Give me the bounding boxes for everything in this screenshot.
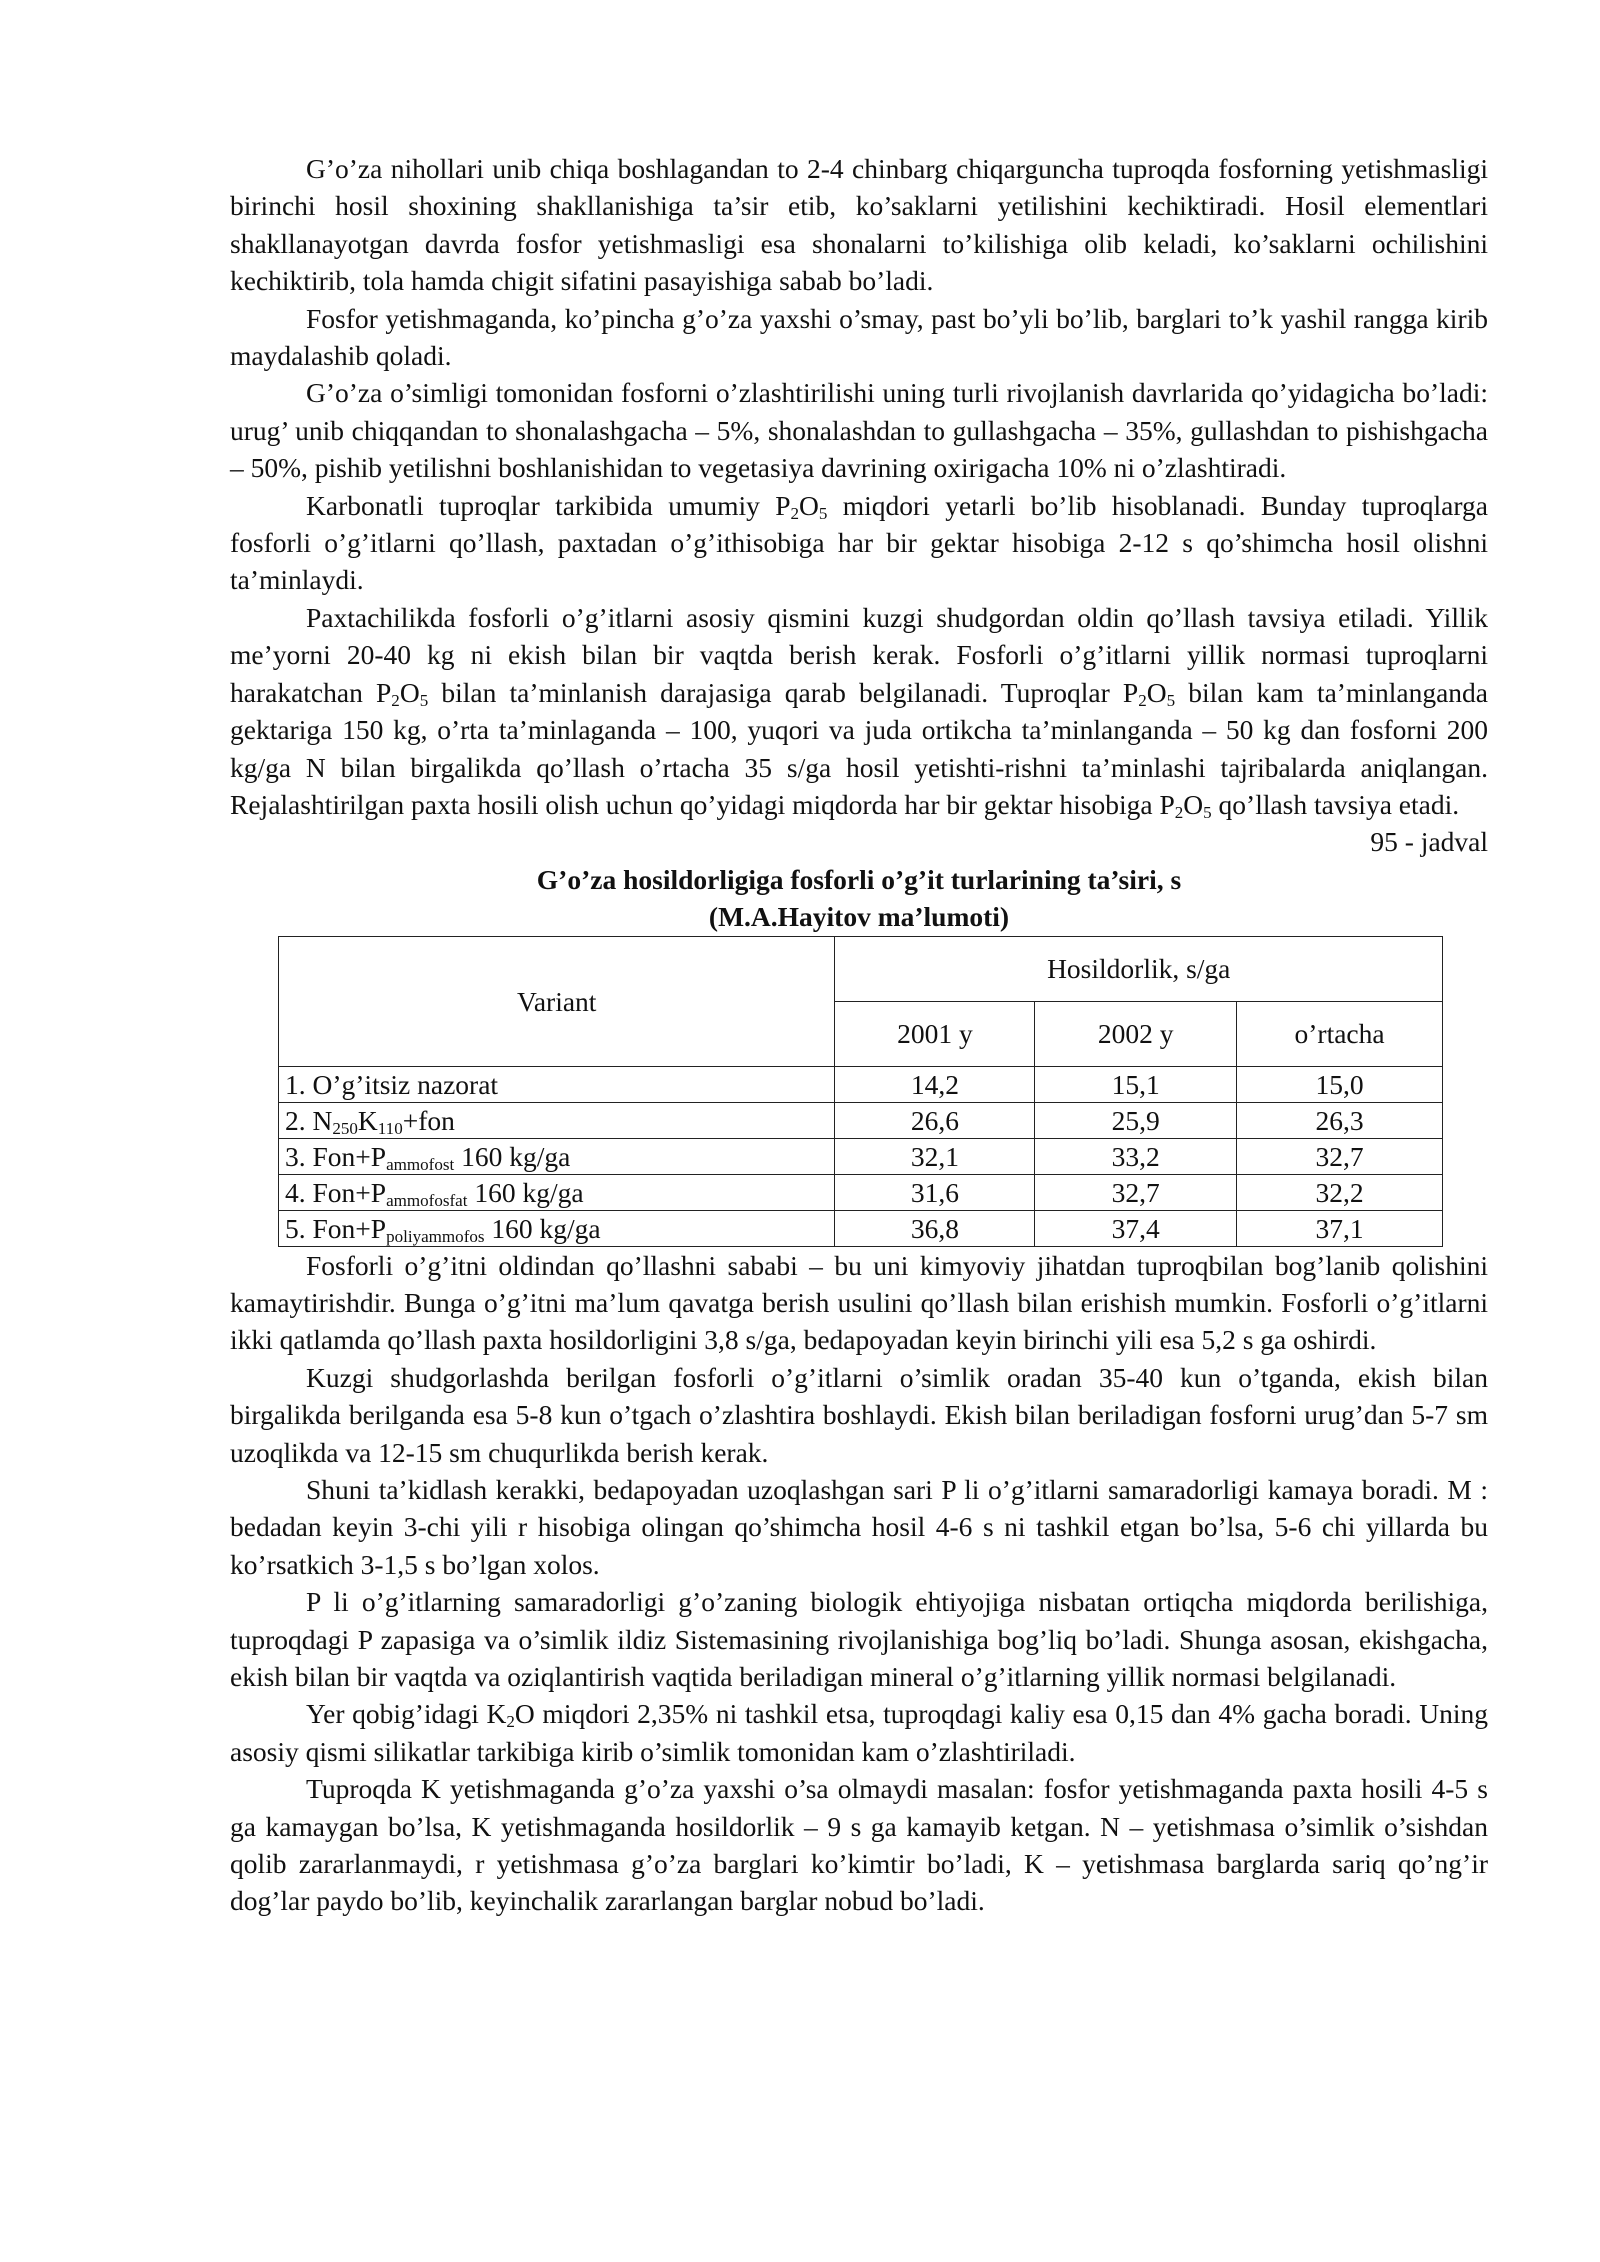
subscript: 2 [391, 690, 400, 710]
yield-2002-cell: 15,1 [1035, 1066, 1237, 1102]
yield-2001-cell: 31,6 [835, 1174, 1035, 1210]
subscript: 2 [1174, 802, 1184, 822]
paragraph [230, 1359, 1488, 1471]
yield-average-cell: 32,7 [1237, 1138, 1443, 1174]
text-run: 5. Fon+P [285, 1212, 387, 1244]
yield-average-cell: 37,1 [1237, 1210, 1443, 1246]
subscript: ammofosfat [386, 1190, 468, 1210]
text-run: 3. Fon+P [285, 1140, 387, 1172]
text-run: +fon [402, 1104, 455, 1136]
paragraph [230, 1770, 1488, 1920]
table-row [279, 1174, 1443, 1210]
header-2002: 2002 y [1035, 1001, 1237, 1066]
text-run: 2. N [285, 1104, 333, 1136]
paragraph [230, 150, 1488, 300]
text-run: miqdori yetarli bo’lib hisoblanadi. Bunday tuproqlarga fosforli o’g’itlarni qo’llash, paxtadan o’g’ithisobiga har bir gektar hisobiga 2-12 s qo’shimcha hosil olishni ta’minlaydi. [230, 489, 1488, 596]
document-page [230, 150, 1488, 1920]
text-run: G’o’za o’simligi tomonidan fosforni o’zlashtirilishi uning turli rivojlanish davrlarida qo’yidagicha bo’ladi: urug’ unib chiqqandan to shonalashgacha – 5%, shonalashdan to gullashgacha – 35%, gullashdan to pishishgacha – 50%, pishib yetilishni boshlanishidan to vegetasiya davrining oxirigacha 10% ni o’zlashtiradi. [230, 377, 1488, 484]
yield-average-cell: 26,3 [1237, 1102, 1443, 1138]
text-run: 160 kg/ga [454, 1140, 571, 1172]
table-reference: 95 - jadval [1370, 826, 1488, 858]
text-run: Yer qobig’idagi K [306, 1698, 507, 1730]
text-run: 1. O’g’itsiz nazorat [285, 1068, 499, 1100]
yield-2001-cell: 32,1 [835, 1138, 1035, 1174]
variant-cell [279, 1138, 835, 1174]
variant-cell [279, 1174, 835, 1210]
subscript: 5 [818, 503, 828, 523]
header-average: o’rtacha [1237, 1001, 1443, 1066]
table-title: G’o’za hosildorligiga fosforli o’g’it turlarining ta’siri, s [536, 863, 1182, 895]
paragraph [230, 487, 1488, 599]
table-row [279, 1210, 1443, 1246]
yield-2002-cell: 32,7 [1035, 1174, 1237, 1210]
text-run: Paxtachilikda fosforli o’g’itlarni asosiy qismini kuzgi shudgordan oldin qo’llash tavsiya etiladi. Yillik me’yorni 20-40 kg ni ekish bilan bir vaqtda berish kerak. Fosforli o’g’itlarni yillik normasi tuproqlarni harakatchan P [230, 601, 1488, 708]
text-run: G’o’za nihollari unib chiqa boshlagandan to 2-4 chinbarg chiqarguncha tuproqda fosforning yetishmasligi birinchi hosil shoxining shakllanishiga ta’sir etib, ko’saklarni yetilishini kechiktiradi. Hosil elementlari shakllanayotgan davrda fosfor yetishmasligi esa shonalarni to’kilishiga olib keladi, ko’saklarni ochilishini kechiktirib, tola hamda chigit sifatini pasayishiga sabab bo’ladi. [230, 153, 1488, 297]
text-run: Fosfor yetishmaganda, ko’pincha g’o’za yaxshi o’smay, past bo’yli bo’lib, barglari to’k yashil rangga kirib maydalashib qoladi. [230, 302, 1488, 372]
yield-2002-cell: 33,2 [1035, 1138, 1237, 1174]
variant-cell [279, 1102, 835, 1138]
text-run: K [357, 1104, 378, 1136]
text-run: O [1146, 676, 1167, 708]
subscript: ammofost [386, 1154, 455, 1174]
header-variant: Variant [279, 936, 835, 1066]
text-run: 4. Fon+P [285, 1176, 387, 1208]
text-run: Shuni ta’kidlash kerakki, bedapoyadan uzoqlashgan sari P li o’g’itlarni samaradorligi kamaya boradi. M : bedadan keyin 3-chi yili r hisobiga olingan qo’shimcha hosil 4-6 s ni tashkil etgan bo’lsa, 5-6 chi yillarda bu ko’rsatkich 3-1,5 s bo’lgan xolos. [230, 1473, 1488, 1580]
body-text-bottom [230, 1247, 1488, 1920]
paragraph [230, 1583, 1488, 1695]
table-row [279, 1066, 1443, 1102]
text-run: qo’llash tavsiya etadi. [1211, 788, 1460, 820]
variant-cell [279, 1066, 835, 1102]
body-text-top [230, 150, 1488, 823]
paragraph [230, 599, 1488, 823]
yield-2001-cell: 14,2 [835, 1066, 1035, 1102]
subscript: 2 [1138, 690, 1147, 710]
subscript: 2 [506, 1712, 515, 1732]
subscript: 110 [377, 1118, 403, 1138]
yield-average-cell: 32,2 [1237, 1174, 1443, 1210]
paragraph [230, 1695, 1488, 1770]
table-row [279, 1102, 1443, 1138]
text-run: O [399, 676, 420, 708]
text-run: 160 kg/ga [484, 1212, 601, 1244]
yield-average-cell: 15,0 [1237, 1066, 1443, 1102]
paragraph [230, 1471, 1488, 1583]
table-source: (M.A.Hayitov ma’lumoti) [708, 901, 1010, 933]
variant-cell [279, 1210, 835, 1246]
text-run: bilan ta’minlanish darajasiga qarab belgilanadi. Tuproqlar P [428, 676, 1139, 708]
text-run: O [799, 489, 819, 521]
table-body [279, 1066, 1443, 1246]
text-run: Kuzgi shudgorlashda berilgan fosforli o’g’itlarni o’simlik oradan 35-40 kun o’tganda, ekish bilan birgalikda berilganda esa 5-8 kun o’tgach o’zlashtira boshlaydi. Ekish bilan beriladigan fosforni urug’dan 5-7 sm uzoqlikda va 12-15 sm chuqurlikda berish kerak. [230, 1361, 1488, 1468]
paragraph [230, 300, 1488, 375]
yield-table [278, 936, 1443, 1247]
subscript: poliyammofos [386, 1226, 485, 1246]
subscript: 5 [1166, 690, 1176, 710]
header-2001: 2001 y [835, 1001, 1035, 1066]
text-run: O miqdori 2,35% ni tashkil etsa, tuproqdagi kaliy esa 0,15 dan 4% gacha boradi. Uning asosiy qismi silikatlar tarkibiga kirib o’simlik tomonidan kam o’zlashtiriladi. [230, 1698, 1488, 1767]
subscript: 250 [332, 1118, 358, 1138]
header-yield: Hosildorlik, s/ga [835, 936, 1443, 1001]
subscript: 2 [790, 503, 800, 523]
text-run: 160 kg/ga [467, 1176, 584, 1208]
text-run: P li o’g’itlarning samaradorligi g’o’zaning biologik ehtiyojiga nisbatan ortiqcha miqdorda berilishiga, tuproqdagi P zapasiga va o’simlik ildiz Sistemasining rivojlanishiga bog’liq bo’ladi. Shunga asosan, ekishgacha, ekish bilan bir vaqtda va oziqlantirish vaqtida beriladigan mineral o’g’itlarning yillik normasi belgilanadi. [230, 1586, 1488, 1692]
subscript: 5 [419, 690, 429, 710]
text-run: Tuproqda K yetishmaganda g’o’za yaxshi o’sa olmaydi masalan: fosfor yetishmaganda paxta hosili 4-5 s ga kamaygan bo’lsa, K yetishmaganda hosildorlik – 9 s ga kamayib ketgan. N – yetishmasa o’simlik o’sishdan qolib zararlanmaydi, r yetishmasa g’o’za barglari ko’kimtir bo’ladi, K – yetishmasa barglarda sariq qo’ng’ir dog’lar paydo bo’lib, keyinchalik zararlangan barglar nobud bo’ladi. [230, 1773, 1488, 1917]
yield-2002-cell: 37,4 [1035, 1210, 1237, 1246]
paragraph [230, 374, 1488, 486]
yield-2002-cell: 25,9 [1035, 1102, 1237, 1138]
subscript: 5 [1203, 802, 1212, 822]
table-row [279, 1138, 1443, 1174]
yield-2001-cell: 26,6 [835, 1102, 1035, 1138]
table-header-row [279, 936, 1443, 1001]
text-run: O [1183, 788, 1204, 820]
paragraph [230, 1247, 1488, 1359]
yield-2001-cell: 36,8 [835, 1210, 1035, 1246]
text-run: Fosforli o’g’itni oldindan qo’llashni sababi – bu uni kimyoviy jihatdan tuproqbilan bog’lanib qolishini kamaytirishdir. Bunga o’g’itni ma’lum qavatga berish usulini qo’llash bilan erishish mumkin. Fosforli o’g’itlarni ikki qatlamda qo’llash paxta hosildorligini 3,8 s/ga, bedapoyadan keyin birinchi yili esa 5,2 s ga oshirdi. [230, 1249, 1488, 1356]
text-run: bilan kam ta’minlanganda gektariga 150 kg, o’rta ta’minlaganda – 100, yuqori va juda ortikcha ta’minlanganda – 50 kg dan fosforni 200 kg/ga N bilan birgalikda qo’llash o’rtacha 35 s/ga hosil yetishti-rishni ta’minlashi tajribalarda aniqlangan. Rejalashtirilgan paxta hosili olish uchun qo’yidagi miqdorda har bir gektar hisobiga P [230, 676, 1488, 820]
text-run: Karbonatli tuproqlar tarkibida umumiy P [306, 489, 791, 521]
